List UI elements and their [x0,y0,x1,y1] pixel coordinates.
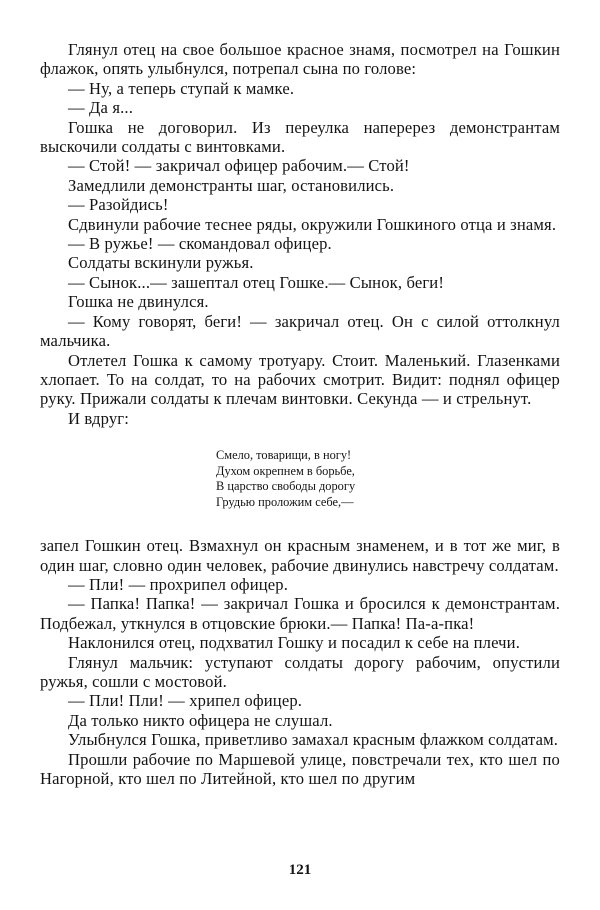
verse-line: Грудью проложим себе,— [216,494,354,509]
paragraph: Гошка не двинулся. [68,292,209,312]
prose-top [40,40,560,428]
paragraph: Замедлили демонстранты шаг, остановились. [68,175,395,195]
paragraph: запел Гошкин отец. Взмахнул он красным знаменем, и в тот же миг, в один шаг, словно один человек, рабочие двинулись навстречу солдатам. [40,536,560,575]
paragraph: Прошли рабочие по Маршевой улице, повстречали тех, кто шел по Нагорной, кто шел по Литейной, кто шел по другим [40,749,560,788]
dialogue-line: — Стой! — закричал офицер рабочим.— Стой! [68,156,410,176]
paragraph: Гошка не договорил. Из переулка наперерез демонстрантам выскочили солдаты с винтовками. [40,117,560,157]
prose-bottom [40,536,560,788]
verse-line: Смело, товарищи, в ногу! [216,448,352,463]
song-verse [216,448,560,510]
dialogue-line: — Разойдись! [68,195,169,215]
dialogue-line: — Пли! Пли! — хрипел офицер. [68,691,303,711]
verse-line: В царство свободы дорогу [216,479,356,494]
paragraph: Наклонился отец, подхватил Гошку и посадил к себе на плечи. [68,633,520,653]
verse-line: Духом окрепнем в борьбе, [216,463,355,478]
page-number: 121 [288,862,312,878]
dialogue-line: — Пли! — прохрипел офицер. [68,574,289,594]
paragraph: Да только никто офицера не слушал. [68,710,333,730]
dialogue-line: — Папка! Папка! — закричал Гошка и бросился к демонстрантам. Подбежал, уткнулся в отцовские брюки.— Папка! Па-а-пка! [40,594,560,633]
paragraph: Сдвинули рабочие теснее ряды, окружили Гошкиного отца и знамя. [68,214,557,234]
dialogue-line: — Сынок...— зашептал отец Гошке.— Сынок, беги! [68,272,445,292]
paragraph: Глянул отец на свое большое красное знамя, посмотрел на Гошкин флажок, опять улыбнулся, потрепал сына по голове: [40,40,560,79]
dialogue-line: — Кому говорят, беги! — закричал отец. Он с силой оттолкнул мальчика. [40,311,560,351]
dialogue-line: — В ружье! — скомандовал офицер. [68,234,332,254]
paragraph: Улыбнулся Гошка, приветливо замахал красным флажком солдатам. [68,730,559,750]
dialogue-line: — Да я... [68,98,134,118]
paragraph: Глянул мальчик: уступают солдаты дорогу рабочим, опустили ружья, сошли с мостовой. [40,652,560,691]
paragraph: И вдруг: [68,408,129,428]
paragraph: Отлетел Гошка к самому тротуару. Стоит. Маленький. Глазенками хлопает. То на солдат, то на рабочих смотрит. Видит: поднял офицер руку. Прижали солдаты к плечам винтовки. Секунда — и стрельнут. [40,350,560,409]
paragraph: Солдаты вскинули ружья. [68,253,254,273]
dialogue-line: — Ну, а теперь ступай к мамке. [68,78,295,98]
